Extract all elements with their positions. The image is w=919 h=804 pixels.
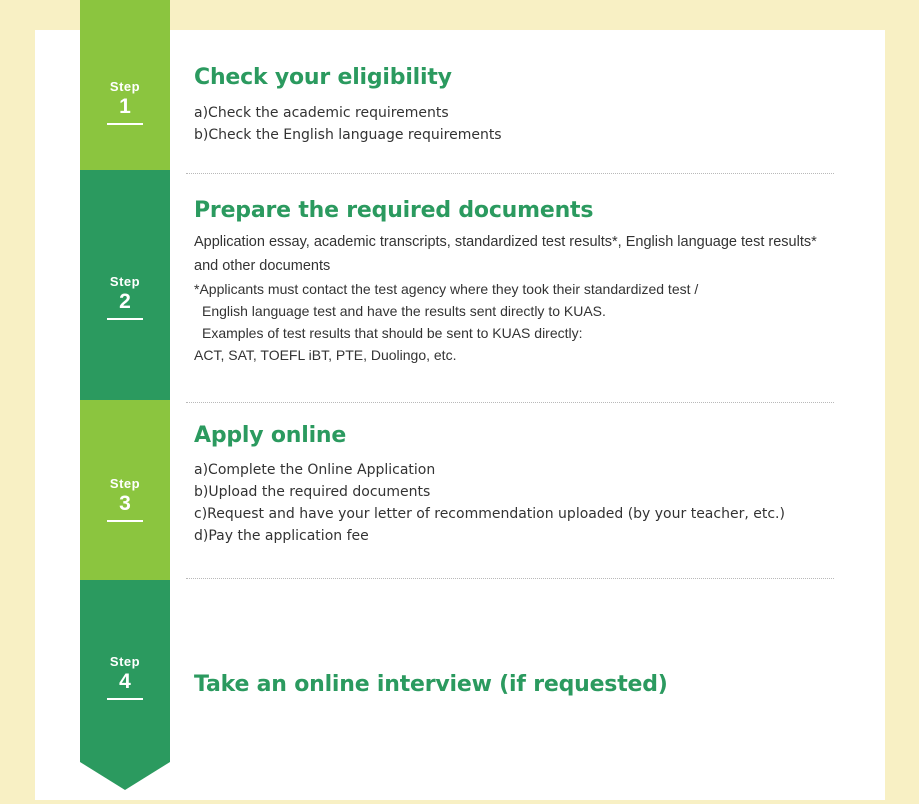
step-3-badge [80,476,170,522]
step-3-item: b)Upload the required documents [194,484,431,500]
step-1-title: Check your eligibility [194,65,452,90]
step-number: 3 [107,492,143,522]
step-2-content [194,196,844,366]
step-label: Step [109,476,141,491]
step-number: 2 [107,290,143,320]
step-2-note: ACT, SAT, TOEFL iBT, PTE, Duolingo, etc. [194,347,457,363]
step-number: 4 [107,670,143,700]
step-2-note: English language test and have the results sent directly to KUAS. [202,303,606,319]
step-label: Step [109,274,141,289]
step-1-item: b)Check the English language requirements [194,127,502,143]
step-1-content [194,63,844,146]
step-label: Step [109,79,141,94]
step-3-item: a)Complete the Online Application [194,462,436,478]
step-4-arrow-icon [80,762,170,790]
step-2-description: Application essay, academic transcripts, standardized test results*, English language test results* and other documents [194,234,817,274]
divider [186,173,834,174]
step-2-badge [80,274,170,320]
step-4-title: Take an online interview (if requested) [194,672,668,697]
step-3-item: d)Pay the application fee [194,528,369,544]
step-3-item: c)Request and have your letter of recommendation uploaded (by your teacher, etc.) [194,506,785,522]
divider [186,402,834,403]
step-4-content [194,670,844,700]
step-2-note: *Applicants must contact the test agency where they took their standardized test / [194,281,699,297]
step-3-title: Apply online [194,423,347,448]
step-label: Step [109,654,141,669]
divider [186,578,834,579]
step-1-item: a)Check the academic requirements [194,105,449,121]
step-3-content [194,421,844,547]
step-number: 1 [107,95,143,125]
step-2-note: Examples of test results that should be sent to KUAS directly: [202,325,583,341]
step-1-badge [80,79,170,125]
step-2-title: Prepare the required documents [194,198,594,223]
step-4-badge [80,654,170,700]
